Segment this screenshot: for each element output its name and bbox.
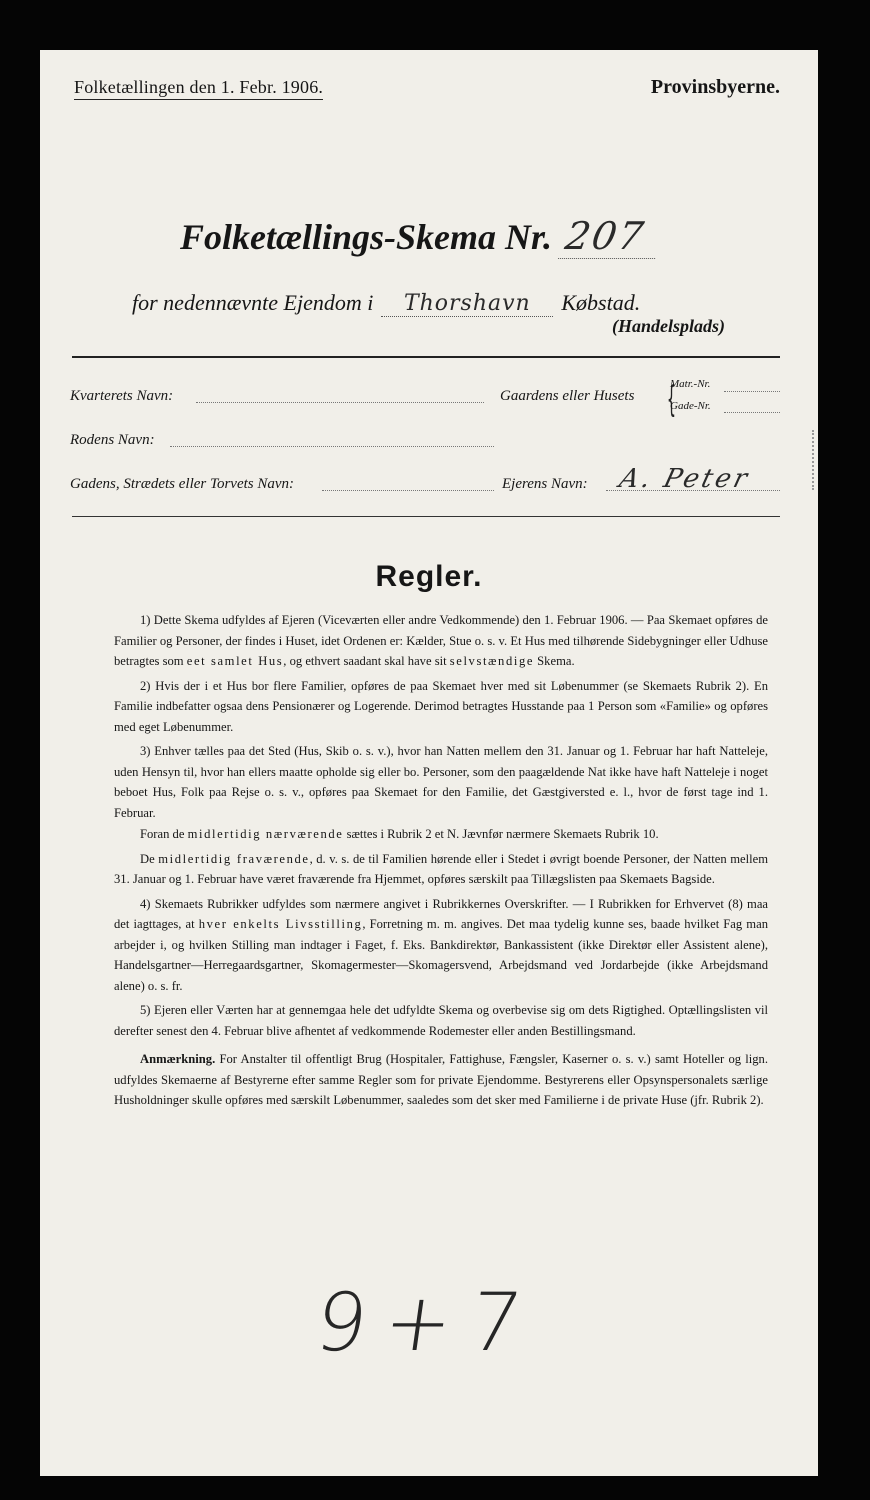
gade-label: Gadens, Strædets eller Torvets Navn: [70, 476, 295, 492]
gaard-label: Gaardens eller Husets [500, 388, 635, 404]
fields-divider [72, 516, 780, 517]
rule-3-present: Foran de midlertidig nærværende sættes i Rubrik 2 et N. Jævnfør nærmere Skemaets Rubrik 10. [140, 827, 659, 841]
form-title [180, 214, 659, 259]
rules-note: Anmærkning. For Anstalter til offentligt Brug (Hospitaler, Fattighuse, Fængsler, Kaserner o. s. v.) samt Hoteller og lign. udfyldes Skemaerne af Bestyrerne efter samme Regler som for private Ejendomme. Bestyrerens eller Opsynspersonalets særlige Husholdninger skulle opføres med særskilt Løbenummer, saaledes som det sker med Familierne i de private Huse (jfr. Rubrik 2). [114, 1052, 768, 1107]
gade-nr-line [724, 412, 780, 413]
census-form-page [40, 50, 818, 1476]
owner-value: A. Peter [616, 464, 754, 494]
kvarter-line [196, 402, 484, 403]
rule-2: 2) Hvis der i et Hus bor flere Familier, opføres de paa Skemaet hver med sit Løbenummer (se Skemaets Rubrik 2). En Familie indbefatter ogsaa dens Pensionærer og Logerende. Derimod betragtes Husstande paa 1 Person som «Familie» og opføres med eget Løbenummer. [114, 678, 768, 734]
rule-5: 5) Ejeren eller Værten har at gennemgaa hele det udfyldte Skema og overbevise sig om dets Rigtighed. Optællingslisten vil derefter senest den 4. Februar blive afhentet af vedkommende Rodemester eller anden Bestillingsmand. [114, 1003, 768, 1038]
rode-label: Rodens Navn: [70, 432, 155, 448]
rules-heading: Regler. [375, 560, 483, 593]
kvarter-label: Kvarterets Navn: [70, 388, 174, 404]
rule-4: 4) Skemaets Rubrikker udfyldes som nærmere angivet i Rubrikkernes Overskrifter. — I Rubrikken for Erhvervet (8) maa det iagttages, at hver enkelts Livsstilling, Forretning m. m. angives. Det maa tydelig kunne ses, baade hvilket Fag man arbejder i, og hvilken Stilling man indtager i Faget, f. Eks. Bankdirektør, Bankassistent (ikke Direktør eller Assistent alene), Handelsgartner—Herregaardsgartner, Skomagermester—Skomagersvend, Arbejdsmand ved Jordarbejde (ikke Arbejdsmand alene) o. s. fr. [114, 896, 768, 993]
gade-line [322, 490, 494, 491]
edge-mark [809, 430, 814, 490]
matr-label: Matr.-Nr. [670, 378, 711, 390]
form-subtitle [132, 290, 640, 317]
rule-1: 1) Dette Skema udfyldes af Ejeren (Viceværten eller andre Vedkommende) den 1. Februar 1906. — Paa Skemaet opføres de Familier og Personer, der findes i Huset, idet Ordenen er: Kælder, Stue o. s. v. Et Hus med tilhørende Sidebygninger eller Udhuse betragtes som eet samlet Hus, og ethvert saadant skal have sit selvstændige Skema. [114, 613, 768, 668]
town-type: Købstad. [561, 290, 641, 315]
rule-3: 3) Enhver tælles paa det Sted (Hus, Skib o. s. v.), hvor han Natten mellem den 31. Januar og 1. Februar har haft Natteleje, uden Hensyn til, hvor han ellers maatte opholde sig eller bo. Personer, som den paagældende Nat ikke have haft Natteleje i noget beboet Hus, Folk paa Rejse o. s. v., opføres paa Skemaet for den Familie, det Gæstgiversted e. l., hvor de først tage ind 1. Februar. [114, 744, 768, 820]
brace-symbol: { [666, 379, 677, 420]
rules-body [114, 610, 768, 1115]
town-value: Thorshavn [381, 291, 553, 317]
handelsplads-label: (Handelsplads) [612, 316, 726, 336]
form-number: 207 [558, 214, 662, 259]
rule-3-absent: De midlertidig fraværende, d. v. s. de til Familien hørende eller i Stedet i øvrigt boende Personer, der Natten mellem 31. Januar og 1. Februar have været fraværende fra Hjemmet, opføres særskilt paa Tillægslisten paa Skemaets Bagside. [114, 851, 768, 886]
form-title-text: Folketællings-Skema Nr. [180, 217, 553, 257]
rode-line [170, 446, 494, 447]
ejer-label: Ejerens Navn: [502, 476, 588, 492]
handwritten-sum: 9+7 [309, 1276, 546, 1369]
census-title: Folketællingen den 1. Febr. 1906. [74, 77, 323, 100]
subtitle-text: for nedennævnte Ejendom i [132, 290, 374, 315]
region-label: Provinsbyerne. [650, 76, 780, 98]
gade-nr-label: Gade-Nr. [670, 400, 711, 412]
matr-line [724, 391, 780, 392]
header-divider [72, 356, 780, 358]
